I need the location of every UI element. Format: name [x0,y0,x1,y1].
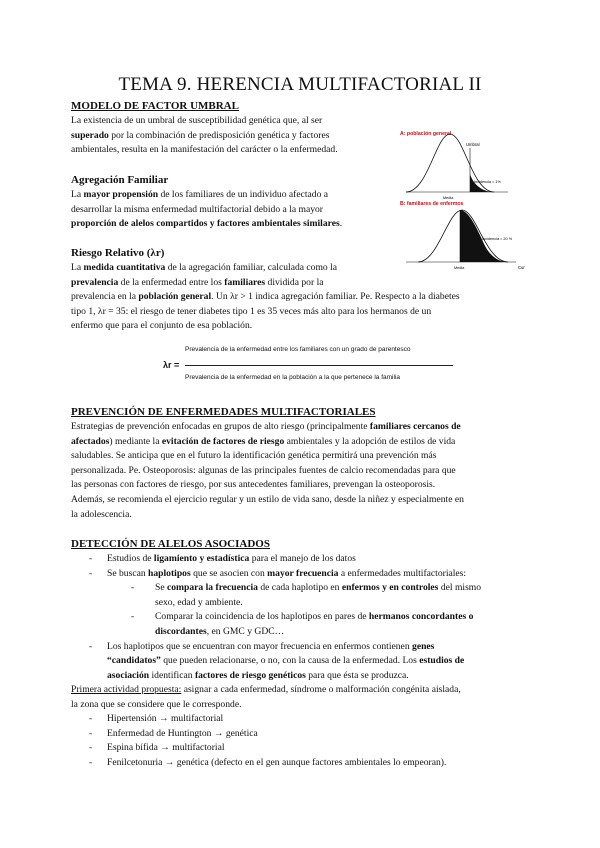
paragraph-agregacion-familiar [71,188,411,232]
text-line: superado por la combinación de predisposición genética y factores [71,129,330,141]
activity-item: - Fenilcetonuria → genética (defecto en el gen aunque factores ambientales lo empeoran). [89,756,447,768]
list-subitem: - Comparar la coincidencia de los haplotipos en pares de hermanos concordantes o discordantes, en GMC y GDC… [131,611,474,637]
heading-riesgo-relativo: Riesgo Relativo (λr) [71,247,165,259]
text-line: la adolescencia. [71,508,132,520]
activity-intro: Primera actividad propuesta: asignar a cada enfermedad, síndrome o malformación congénita aislada, [71,684,461,695]
figure-label-b: B: familiares de enfermos [400,201,464,207]
text-line: La mayor propensión de los familiares de un individuo afectado a [71,189,329,200]
text-line: enfermo que para el conjunto de esa población. [71,320,253,332]
list-item: - Estudios de ligamiento y estadística para el manejo de los datos [89,553,356,564]
paragraph-prevencion [71,420,541,522]
activity-item: - Hipertensión → multifactorial [89,713,224,725]
text-line: La medida cuantitativa de la agregación familiar, calculada como la [71,262,338,273]
heading-factor-umbral: MODELO DE FACTOR UMBRAL [71,100,239,112]
text-line: desarrollar la misma enfermedad multifactorial debido a la mayor [71,203,323,215]
formula-numerator: Prevalencia de la enfermedad entre los familiares con un grado de parentesco [185,346,411,353]
activity-item: - Enfermedad de Huntington → genética [89,727,258,739]
page-title: TEMA 9. HERENCIA MULTIFACTORIAL II [118,74,482,95]
list-item: - Se buscan haplotipos que se asocien con mayor frecuencia a enfermedades multifactoriales: [89,567,467,579]
media-label-a: Media [443,196,454,200]
threshold-model-figure [398,126,533,276]
text-line: prevalencia en la población general. Un λr > 1 indica agregación familiar. Pe. Respecto a la diabetes [71,291,460,303]
activity-item: - Espina bífida → multifactorial [89,742,225,754]
activity-intro-2: la zona que se considere que le corresponde. [71,698,242,710]
text-line: tipo 1, λr = 35: el riesgo de tener diabetes tipo 1 es 35 veces más alto para los hermanos de un [71,305,432,317]
text-line: las personas con factores de riesgo, por sus antecedentes familiares, prevengan la osteoporosis. [71,479,436,491]
text-line: Además, se recomienda el ejercicio regular y un estilo de vida sano, desde la niñez y especialmente en [71,493,464,505]
list-deteccion [71,552,541,683]
media-label-b: Media [454,266,465,270]
formula-lambda: λr = [163,360,180,370]
activity-label: Primera actividad propuesta: [71,684,182,695]
heading-prevencion: PREVENCIÓN DE ENFERMEDADES MULTIFACTORIALES [71,406,376,418]
text-line: La existencia de un umbral de susceptibilidad genética que, al ser [71,115,323,126]
paragraph-factor-umbral [71,114,401,158]
incidence-b: Incidencia = 20 % [482,237,513,241]
list-item: - Los haplotipos que se encuentran con mayor frecuencia en enfermos contienen genes “candidatos” que pueden relacionarse, o no, con la causa de la enfermedad. Los estudios de asociación identifican factores de riesgo genéticos para que ésta se produzca. [89,640,465,681]
axis-label: Cur [518,265,525,270]
text-line: personalizada. Pe. Osteoporosis: algunas de las principales fuentes de calcio recomendadas para que [71,464,456,476]
formula-fraction-line [185,365,453,366]
riesgo-relativo-formula [163,346,453,386]
text-line: Estrategias de prevención enfocadas en grupos de alto riesgo (principalmente familiares cercanos de [71,421,461,432]
text-line: afectados) mediante la evitación de factores de riesgo ambientales y la adopción de estilos de vida [71,435,456,447]
text-line: proporción de alelos compartidos y factores ambientales similares. [71,218,343,230]
umbral-label: Umbral [466,142,480,147]
curve-b-tail [460,210,508,262]
list-subitem: - Se compara la frecuencia de cada haplotipo en enfermos y en controles del mismo sexo, edad y ambiente. [131,582,482,608]
figure-label-a: A: población general [400,131,452,137]
incidence-a: Incidencia = 1% [474,180,501,184]
formula-denominator: Prevalencia de la enfermedad en la población a la que pertenece la familia [185,374,401,381]
activity-block [71,683,541,771]
text-line: saludables. Se anticipa que en el futuro la identificación genética permitirá una prevención más [71,450,437,462]
text-line: ambientales, resulta en la manifestación del carácter o la enfermedad. [71,144,338,156]
text-line: prevalencia de la enfermedad entre los familiares dividida por la [71,276,324,288]
heading-deteccion: DETECCIÓN DE ALELOS ASOCIADOS [71,538,270,550]
heading-agregacion-familiar: Agregación Familiar [71,174,169,186]
